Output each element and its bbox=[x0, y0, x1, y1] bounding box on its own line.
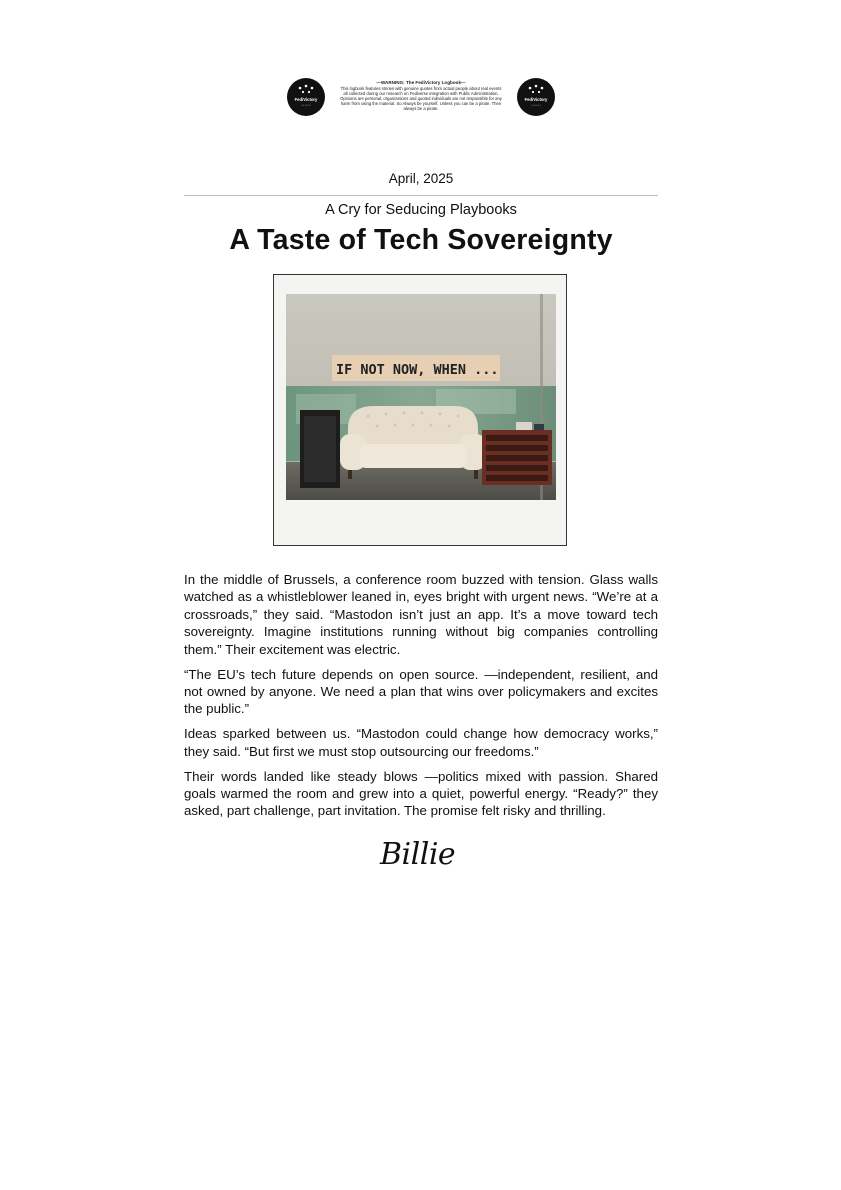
article-subtitle: A Cry for Seducing Playbooks bbox=[325, 202, 517, 218]
polaroid-photo bbox=[273, 274, 567, 546]
fedivictory-badge-icon bbox=[517, 78, 555, 116]
room-photo bbox=[286, 294, 556, 500]
badge-wordmark: FediVictory bbox=[524, 97, 548, 102]
article-body bbox=[184, 571, 658, 827]
warning-text: This logbook features stories with genuine quotes from actual people about real events all collected during our research on Fediverse integration with Public Administration. Opinions are personal, organizations and quoted individuals are not responsible for any harm from using the material. So Always be yourself. Unless you can be a pirate. Then always be a pirate. bbox=[340, 86, 502, 111]
paragraph: In the middle of Brussels, a conference room buzzed with tension. Glass walls watched as a whistleblower leaned in, eyes bright with urgent news. “We’re at a crossroads,” they said. “Mastodon isn’t just an app. It’s a move toward tech sovereignty. Imagine institutions running without big companies controlling them.” Their excitement was electric. bbox=[184, 572, 658, 657]
article-date: April, 2025 bbox=[388, 171, 454, 186]
paragraph: Ideas sparked between us. “Mastodon could change how democracy works,” they said. “But first we must stop outsourcing our freedoms.” bbox=[184, 726, 658, 759]
paragraph: Their words landed like steady blows —politics mixed with passion. Shared goals warmed the room and grew into a quiet, powerful energy. “Ready?” they asked, part challenge, part invitation. The promise felt risky and thrilling. bbox=[184, 768, 658, 819]
photo-sign-text: IF NOT NOW, WHEN ... bbox=[336, 362, 499, 378]
author-signature: Billie bbox=[380, 837, 456, 872]
paragraph: “The EU’s tech future depends on open source. —independent, resilient, and not owned by anyone. We need a plan that wins over policymakers and excites the public.” bbox=[184, 666, 658, 717]
badge-wordmark: FediVictory bbox=[294, 97, 318, 102]
svg-text:• • • • • •: • • • • • • bbox=[531, 104, 541, 107]
warning-title: —WARNING: The FediVictory Logbook— bbox=[376, 80, 466, 85]
warning-notice bbox=[338, 80, 504, 111]
fedivictory-badge-icon bbox=[287, 78, 325, 116]
header-divider bbox=[184, 195, 658, 196]
article-title: A Taste of Tech Sovereignty bbox=[229, 224, 613, 256]
svg-text:• • • • • •: • • • • • • bbox=[301, 104, 311, 107]
